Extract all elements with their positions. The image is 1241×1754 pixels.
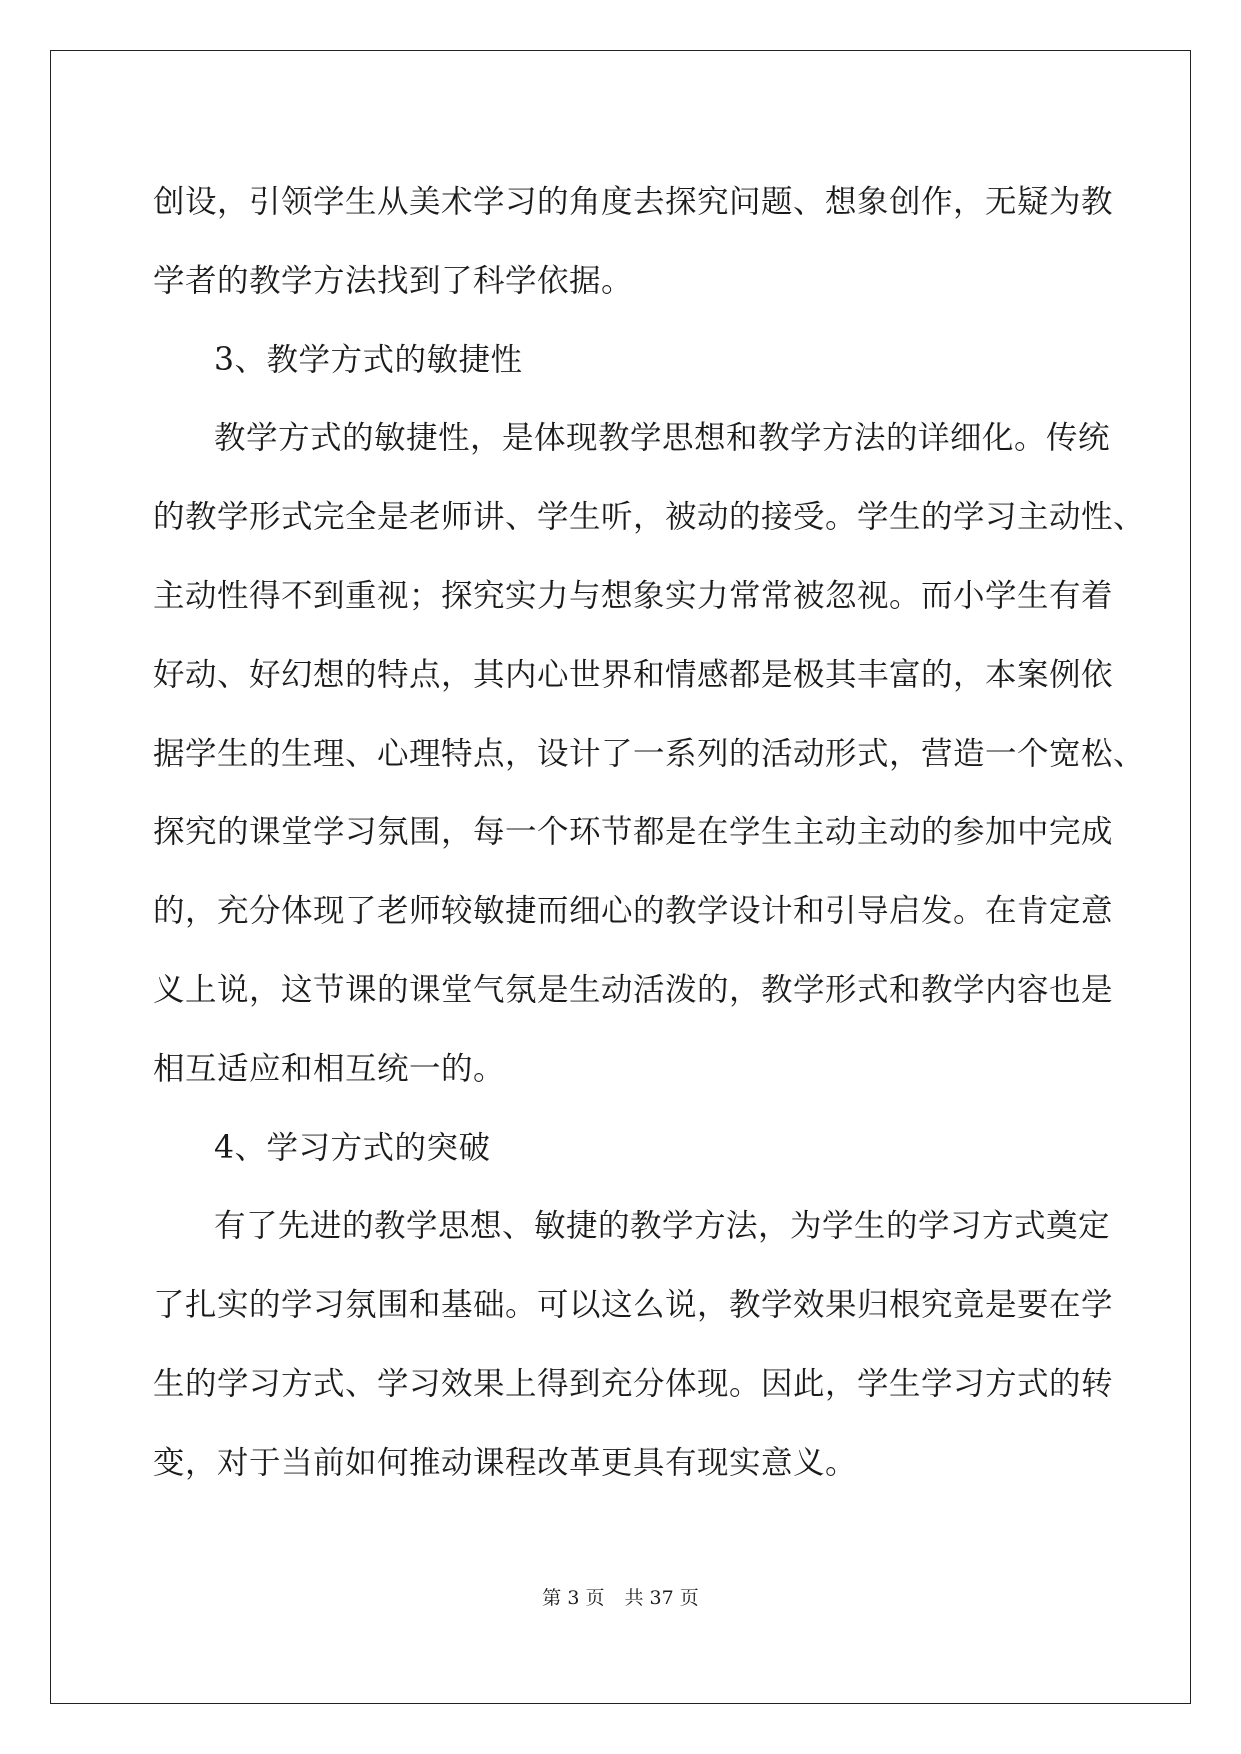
text-line-7: 好动、好幻想的特点，其内心世界和情感都是极其丰富的，本案例依 [153,656,1114,693]
text-line-12: 相互适应和相互统一的。 [153,1050,506,1087]
page-total: 共 37 页 [624,1587,699,1609]
text-line-6: 主动性得不到重视；探究实力与想象实力常常被忽视。而小学生有着 [153,577,1114,614]
section-heading-4: 4、学习方式的突破 [214,1129,491,1166]
text-line-9: 探究的课堂学习氛围，每一个环节都是在学生主动主动的参加中完成 [153,814,1114,851]
section-heading-3: 3、教学方式的敏捷性 [214,341,523,378]
text-line-5: 的教学形式完全是老师讲、学生听，被动的接受。学生的学习主动性、 [153,499,1146,536]
text-line-4: 教学方式的敏捷性，是体现教学思想和教学方法的详细化。传统 [214,420,1111,457]
page-number: 第 3 页 [542,1587,605,1609]
text-line-16: 生的学习方式、学习效果上得到充分体现。因此，学生学习方式的转 [153,1365,1114,1402]
text-line-2: 学者的教学方法找到了科学依据。 [153,262,634,299]
text-line-8: 据学生的生理、心理特点，设计了一系列的活动形式，营造一个宽松、 [153,735,1146,772]
text-line-15: 了扎实的学习氛围和基础。可以这么说，教学效果归根究竟是要在学 [153,1287,1114,1324]
text-line-1: 创设，引领学生从美术学习的角度去探究问题、想象创作，无疑为教 [153,184,1114,220]
text-line-10: 的，充分体现了老师较敏捷而细心的教学设计和引导启发。在肯定意 [153,893,1114,930]
text-line-11: 义上说，这节课的课堂气氛是生动活泼的，教学形式和教学内容也是 [153,971,1114,1008]
text-line-14: 有了先进的教学思想、敏捷的教学方法，为学生的学习方式奠定 [214,1208,1111,1245]
text-line-17: 变，对于当前如何推动课程改革更具有现实意义。 [153,1444,858,1481]
page-footer [0,1586,1241,1610]
document-body [153,163,1146,1503]
